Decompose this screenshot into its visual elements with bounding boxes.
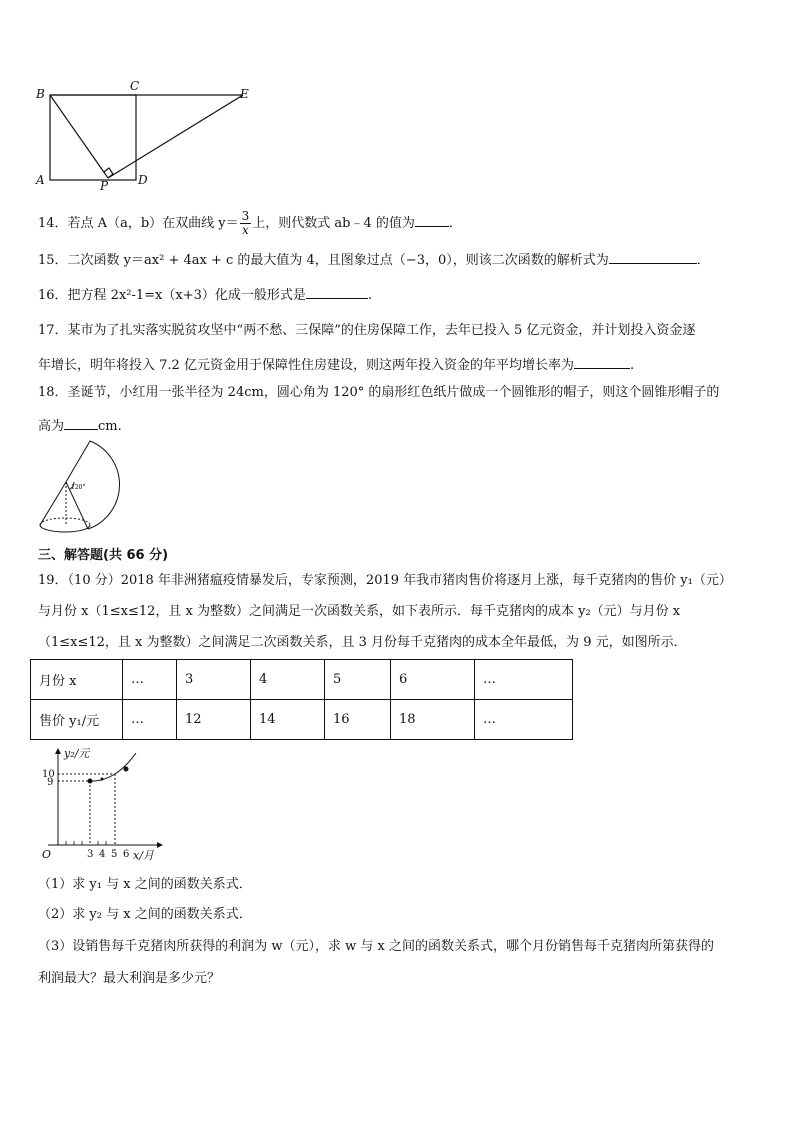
square-abcd — [50, 95, 136, 180]
label-e: E — [240, 87, 249, 101]
section-heading: 三、解答题(共 66 分) — [38, 548, 169, 563]
y-tick-label: 9 — [47, 777, 54, 788]
table-cell: 16 — [325, 700, 391, 740]
question-19-line-3: （1≤x≤12，且 x 为整数）之间满足二次函数关系，且 3 月份每千克猪肉的成本全年最低，为 9 元，如图所示． — [38, 635, 687, 650]
label-b: B — [36, 87, 45, 101]
table-cell: 月份 x — [31, 660, 123, 700]
answer-blank — [609, 250, 697, 264]
cone-base-front — [40, 525, 90, 532]
cone-base-back — [40, 518, 90, 525]
table-row — [31, 700, 573, 740]
segment-pe — [108, 95, 243, 178]
question-15: 15．二次函数 y＝ax² + 4ax + c 的最大值为 4，且图象过点（−3，0），则该二次函数的解析式为 ． — [38, 250, 710, 270]
square-figure — [30, 78, 260, 193]
label-a: A — [36, 173, 45, 187]
answer-blank — [64, 416, 98, 430]
price-table — [30, 659, 573, 740]
cost-curve — [90, 753, 136, 781]
table-cell: 6 — [391, 660, 475, 700]
table-cell: … — [123, 700, 177, 740]
point-x4 — [101, 778, 104, 781]
table-cell: … — [123, 660, 177, 700]
cone-left-side — [40, 482, 66, 525]
question-16: 16．把方程 2x²-1=x（x+3）化成一般形式是 . — [38, 285, 372, 305]
label-p: P — [100, 179, 109, 193]
question-19-line-1: 19．（10 分）2018 年非洲猪瘟疫情暴发后，专家预测，2019 年我市猪肉售价将逐月上涨，每千克猪肉的售价 y₁（元） — [38, 573, 732, 588]
table-cell: 4 — [251, 660, 325, 700]
point-x6 — [124, 767, 129, 772]
fraction: $\frac{3}{x}$ — [241, 209, 250, 237]
table-cell: 5 — [325, 660, 391, 700]
table-row — [31, 660, 573, 700]
sub-question-3-line-1: （3）设销售每千克猪肉所获得的利润为 w（元），求 w 与 x 之间的函数关系式，哪个月份销售每千克猪肉所第获得的 — [38, 939, 715, 954]
question-19-line-2: 与月份 x（1≤x≤12，且 x 为整数）之间满足一次函数关系，如下表所示．每千克猪肉的成本 y₂（元）与月份 x — [38, 604, 681, 619]
table-cell: 3 — [177, 660, 251, 700]
segment-bp — [50, 95, 108, 178]
table-cell: 售价 y₁/元 — [31, 700, 123, 740]
table-cell: … — [475, 660, 573, 700]
label-d: D — [138, 173, 148, 187]
table-cell: 12 — [177, 700, 251, 740]
angle-label: 120° — [71, 484, 86, 491]
y-tick-label: 10 — [42, 769, 55, 780]
table-cell: 14 — [251, 700, 325, 740]
question-14: 14．若点 A（a，b）在双曲线 y＝ $\frac{3}{x}$ 上，则代数式 ab﹣4 的值为 ． — [38, 209, 462, 237]
table-cell: … — [475, 700, 573, 740]
right-angle-mark — [104, 168, 113, 178]
sub-question-1: （1）求 y₁ 与 x 之间的函数关系式． — [38, 877, 252, 892]
x-tick-label: 6 — [123, 849, 130, 860]
x-tick-label: 4 — [99, 849, 106, 860]
answer-blank — [415, 213, 449, 227]
answer-blank — [306, 285, 368, 299]
question-17-line-1: 17．某市为了扎实落实脱贫攻坚中“两不愁、三保障”的住房保障工作，去年已投入 5 亿元资金，并计划投入资金逐 — [38, 323, 696, 338]
question-18-line-2: 高为 cm. — [38, 416, 122, 436]
x-axis-label: x/月 — [133, 849, 154, 862]
point-x3 — [88, 779, 93, 784]
sub-question-2: （2）求 y₂ 与 x 之间的函数关系式． — [38, 907, 252, 922]
x-tick-label: 5 — [111, 849, 118, 860]
cost-graph — [30, 745, 170, 865]
table-cell: 18 — [391, 700, 475, 740]
sector-cone-figure — [32, 437, 122, 537]
question-17-line-2: 年增长，明年将投入 7.2 亿元资金用于保障性住房建设，则这两年投入资金的年平均增长率为 . — [38, 355, 634, 375]
x-tick-marks — [66, 841, 106, 845]
x-tick-label: 3 — [87, 849, 94, 860]
y-axis-label: y₂/元 — [64, 747, 90, 760]
answer-blank — [574, 355, 630, 369]
question-18-line-1: 18．圣诞节，小红用一张半径为 24cm，圆心角为 120° 的扇形红色纸片做成一个圆锥形的帽子，则这个圆锥形帽子的 — [38, 385, 720, 400]
origin-label: O — [42, 848, 52, 861]
label-c: C — [130, 79, 140, 93]
sub-question-3-line-2: 利润最大？最大利润是多少元？ — [38, 971, 221, 986]
